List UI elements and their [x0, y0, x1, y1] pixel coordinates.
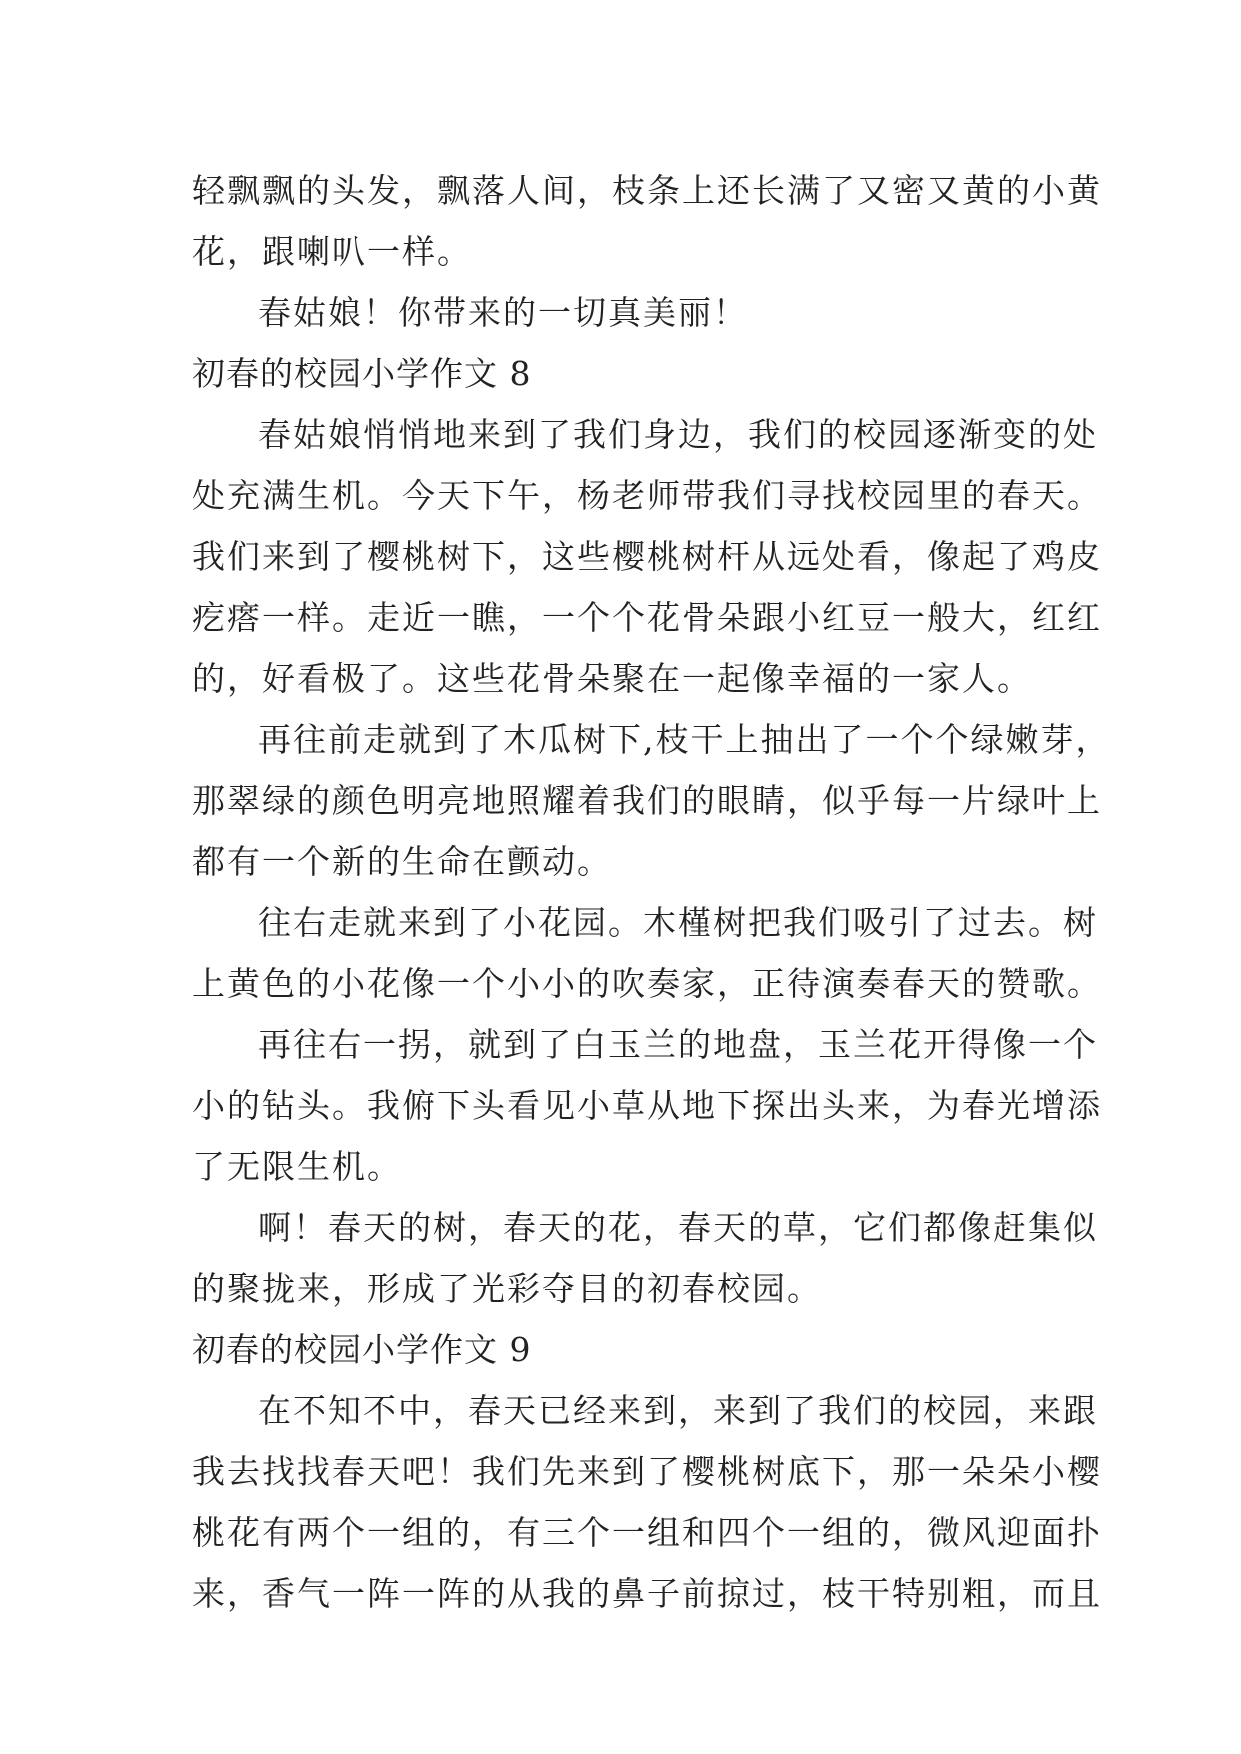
text-line: 都有一个新的生命在颤动。 [192, 842, 612, 881]
text-line: 的聚拢来，形成了光彩夺目的初春校园。 [192, 1269, 822, 1308]
text-line: 春姑娘悄悄地来到了我们身边，我们的校园逐渐变的处 [258, 415, 1098, 454]
text-line: 来，香气一阵一阵的从我的鼻子前掠过，枝干特别粗，而且 [192, 1574, 1102, 1613]
text-line: 在不知不中，春天已经来到，来到了我们的校园，来跟 [258, 1391, 1098, 1430]
document-body [192, 160, 1111, 1624]
text-line: 小的钻头。我俯下头看见小草从地下探出头来，为春光增添 [192, 1086, 1102, 1125]
text-line: 我们来到了樱桃树下，这些樱桃树杆从远处看，像起了鸡皮 [192, 537, 1102, 576]
text-line: 我去找找春天吧！我们先来到了樱桃树底下，那一朵朵小樱 [192, 1452, 1102, 1491]
text-line: 再往前走就到了木瓜树下,枝干上抽出了一个个绿嫩芽， [258, 720, 1111, 759]
text-line: 了无限生机。 [192, 1147, 402, 1186]
text-line: 处充满生机。今天下午，杨老师带我们寻找校园里的春天。 [192, 476, 1102, 515]
text-line: 那翠绿的颜色明亮地照耀着我们的眼睛，似乎每一片绿叶上 [192, 781, 1102, 820]
text-line: 桃花有两个一组的，有三个一组和四个一组的，微风迎面扑 [192, 1513, 1102, 1552]
section-heading: 初春的校园小学作文 8 [192, 354, 532, 393]
text-line: 花，跟喇叭一样。 [192, 232, 472, 271]
text-line: 春姑娘！你带来的一切真美丽！ [258, 293, 748, 332]
text-line: 的，好看极了。这些花骨朵聚在一起像幸福的一家人。 [192, 659, 1032, 698]
text-line: 再往右一拐，就到了白玉兰的地盘，玉兰花开得像一个 [258, 1025, 1098, 1064]
text-line: 啊！春天的树，春天的花，春天的草，它们都像赶集似 [258, 1208, 1098, 1247]
text-line: 往右走就来到了小花园。木槿树把我们吸引了过去。树 [258, 903, 1098, 942]
section-heading: 初春的校园小学作文 9 [192, 1330, 532, 1369]
text-line: 轻飘飘的头发，飘落人间，枝条上还长满了又密又黄的小黄 [192, 171, 1102, 210]
text-line: 上黄色的小花像一个小小的吹奏家，正待演奏春天的赞歌。 [192, 964, 1102, 1003]
text-line: 疙瘩一样。走近一瞧，一个个花骨朵跟小红豆一般大，红红 [192, 598, 1102, 637]
